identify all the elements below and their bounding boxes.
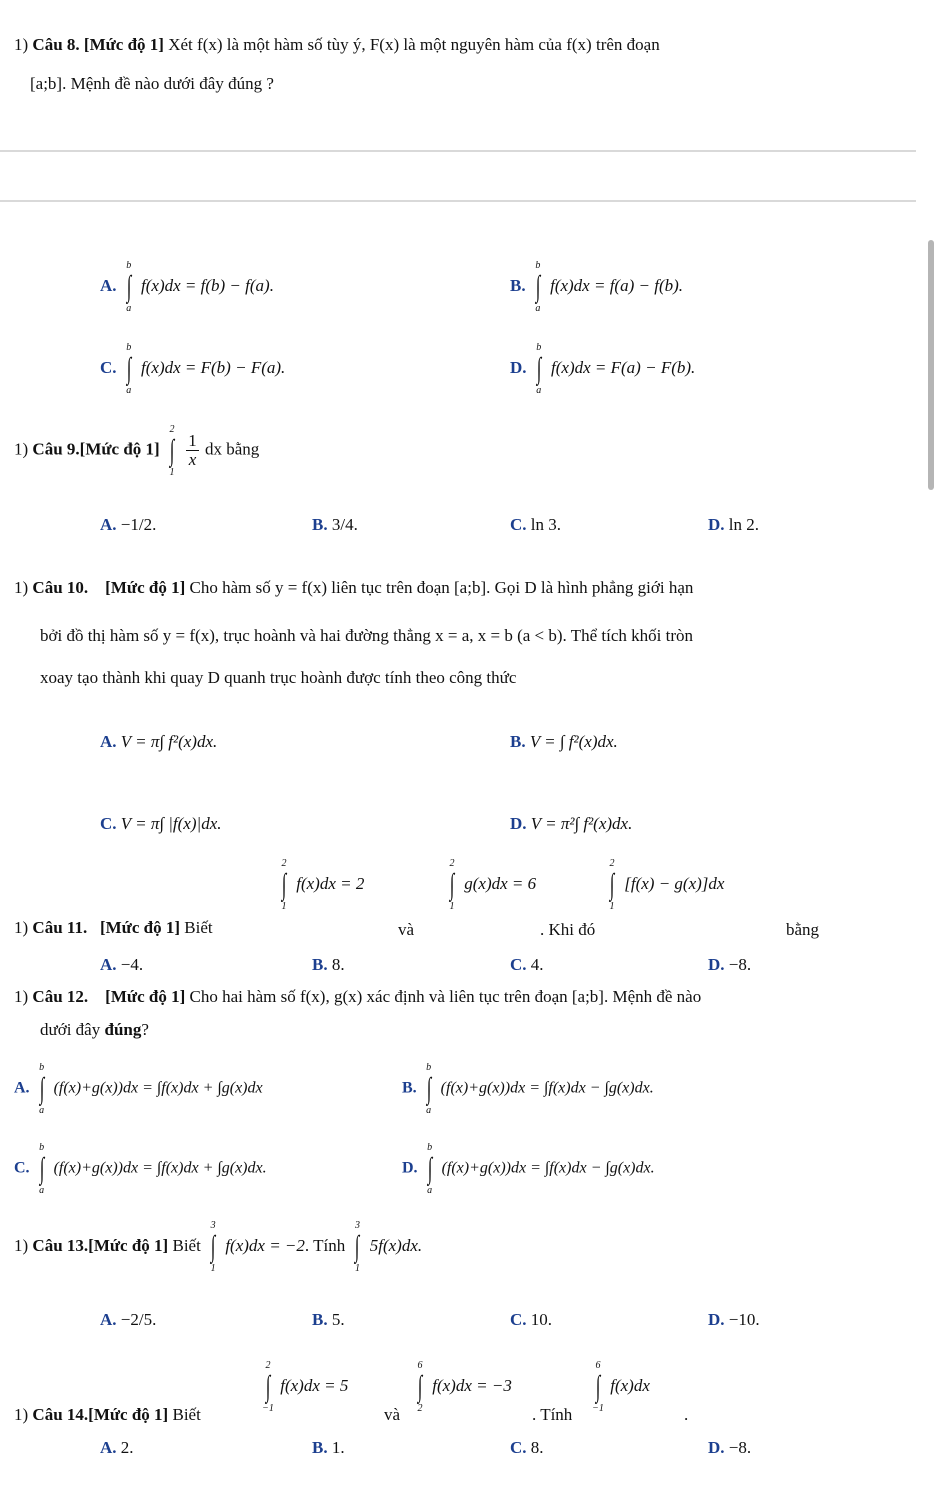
q14-option-c[interactable]: C. 8. [510, 1438, 544, 1457]
divider-bottom [0, 200, 916, 202]
q14-expr1: 2 ∫ −1 f(x)dx = 5 [262, 1360, 349, 1414]
q8-header [14, 35, 660, 55]
q11-expr1: 2 ∫ 1 f(x)dx = 2 [281, 858, 365, 912]
divider-top [0, 150, 916, 152]
q11-header: 1) Câu 11. [Mức độ 1] Biết [14, 918, 213, 937]
q9-option-a[interactable]: A. −1/2. [100, 515, 157, 534]
q11-and: và [398, 920, 415, 939]
q10-title: Câu 10. [32, 578, 89, 597]
q8-option-d[interactable]: D. b ∫ a f(x)dx = F(a) − F(b). [510, 342, 696, 396]
q11-option-a[interactable]: A. −4. [100, 955, 144, 974]
q13-title: Câu 13.[Mức độ 1] [32, 1235, 169, 1255]
q9-option-c[interactable]: C. ln 3. [510, 515, 562, 534]
q11-when: . Khi đó [540, 920, 596, 939]
q14-option-b[interactable]: B. 1. [312, 1438, 345, 1457]
q9-fraction: $\frac{1}{x}$ [188, 431, 197, 469]
q9-option-b[interactable]: B. 3/4. [312, 515, 358, 534]
q9-header: 1) Câu 9.[Mức độ 1] 2 ∫ 1 $\frac{1}{x}$ dx bằng [14, 423, 260, 478]
q11-expr2: 2 ∫ 1 g(x)dx = 6 [449, 858, 537, 912]
q11-option-c[interactable]: C. 4. [510, 955, 544, 974]
q9-option-d[interactable]: D. ln 2. [708, 515, 760, 534]
q9-title: Câu 9.[Mức độ 1] [32, 439, 160, 459]
q14-end: . [684, 1405, 689, 1424]
q12-option-b[interactable]: B. b ∫ a (f(x)+g(x))dx = ∫f(x)dx − ∫g(x)dx. [402, 1062, 654, 1116]
q10-option-c[interactable]: C. V = π∫ |f(x)|dx. [100, 814, 222, 833]
q11-equals: bằng [786, 920, 820, 939]
q13-option-b[interactable]: B. 5. [312, 1310, 345, 1329]
q8-prefix: 1) [14, 35, 29, 54]
q13-option-d[interactable]: D. −10. [708, 1310, 760, 1329]
q12-option-c[interactable]: C. b ∫ a (f(x)+g(x))dx = ∫f(x)dx + ∫g(x)dx. [14, 1142, 267, 1196]
q14-expr3: 6 ∫ −1 f(x)dx [592, 1360, 650, 1414]
q13-option-c[interactable]: C. 10. [510, 1310, 553, 1329]
q12-line2: dưới đây đúng? [40, 1020, 149, 1039]
q10-line3: xoay tạo thành khi quay D quanh trục hoành được tính theo công thức [40, 668, 517, 687]
q14-and: và [384, 1405, 401, 1424]
q14-calc: . Tính [532, 1405, 573, 1424]
q8-option-b[interactable]: B. b ∫ a f(x)dx = f(a) − f(b). [510, 260, 684, 314]
q8-title: Câu 8. [Mức độ 1] [32, 35, 164, 54]
q10-header: 1) Câu 10. [Mức độ 1] Cho hàm số y = f(x) liên tục trên đoạn [a;b]. Gọi D là hình phẳng giới hạn [14, 578, 694, 597]
q14-expr2: 6 ∫ 2 f(x)dx = −3 [417, 1360, 512, 1414]
q14-option-a[interactable]: A. 2. [100, 1438, 134, 1457]
q13-header: 1) Câu 13.[Mức độ 1] Biết 3 ∫ 1 f(x)dx = −2. Tính 3 ∫ 1 5f(x)dx. [14, 1220, 423, 1274]
q10-option-d[interactable]: D. V = π²∫ f²(x)dx. [510, 814, 633, 833]
q8-option-c[interactable]: C. b ∫ a f(x)dx = F(b) − F(a). [100, 342, 286, 396]
q10-line2: bởi đồ thị hàm số y = f(x), trục hoành và hai đường thẳng x = a, x = b (a < b). Thể tích khối tròn [40, 626, 694, 645]
q11-option-b[interactable]: B. 8. [312, 955, 345, 974]
q14-header: 1) Câu 14.[Mức độ 1] Biết [14, 1405, 201, 1424]
q10-option-b[interactable]: B. V = ∫ f²(x)dx. [510, 732, 618, 751]
q8-option-a[interactable]: A. b ∫ a f(x)dx = f(b) − f(a). [100, 260, 274, 314]
q14-option-d[interactable]: D. −8. [708, 1438, 752, 1457]
q8-line2: [a;b]. Mệnh đề nào dưới đây đúng ? [30, 74, 274, 93]
q11-title: Câu 11. [32, 918, 88, 937]
q8-text1: Xét f(x) là một hàm số tùy ý, F(x) là một nguyên hàm của f(x) trên đoạn [168, 35, 660, 54]
q12-title: Câu 12. [32, 987, 89, 1006]
q10-option-a[interactable]: A. V = π∫ f²(x)dx. [100, 732, 218, 751]
q11-option-d[interactable]: D. −8. [708, 955, 752, 974]
q12-option-a[interactable]: A. b ∫ a (f(x)+g(x))dx = ∫f(x)dx + ∫g(x)dx [14, 1062, 263, 1116]
q12-header: 1) Câu 12. [Mức độ 1] Cho hai hàm số f(x), g(x) xác định và liên tục trên đoạn [a;b]. Mệnh đề nào [14, 987, 702, 1006]
scrollbar[interactable] [928, 240, 934, 490]
q14-title: Câu 14.[Mức độ 1] [32, 1405, 169, 1424]
q11-expr3: 2 ∫ 1 [f(x) − g(x)]dx [609, 858, 725, 912]
q13-option-a[interactable]: A. −2/5. [100, 1310, 157, 1329]
q12-option-d[interactable]: D. b ∫ a (f(x)+g(x))dx = ∫f(x)dx − ∫g(x)dx. [402, 1142, 655, 1196]
